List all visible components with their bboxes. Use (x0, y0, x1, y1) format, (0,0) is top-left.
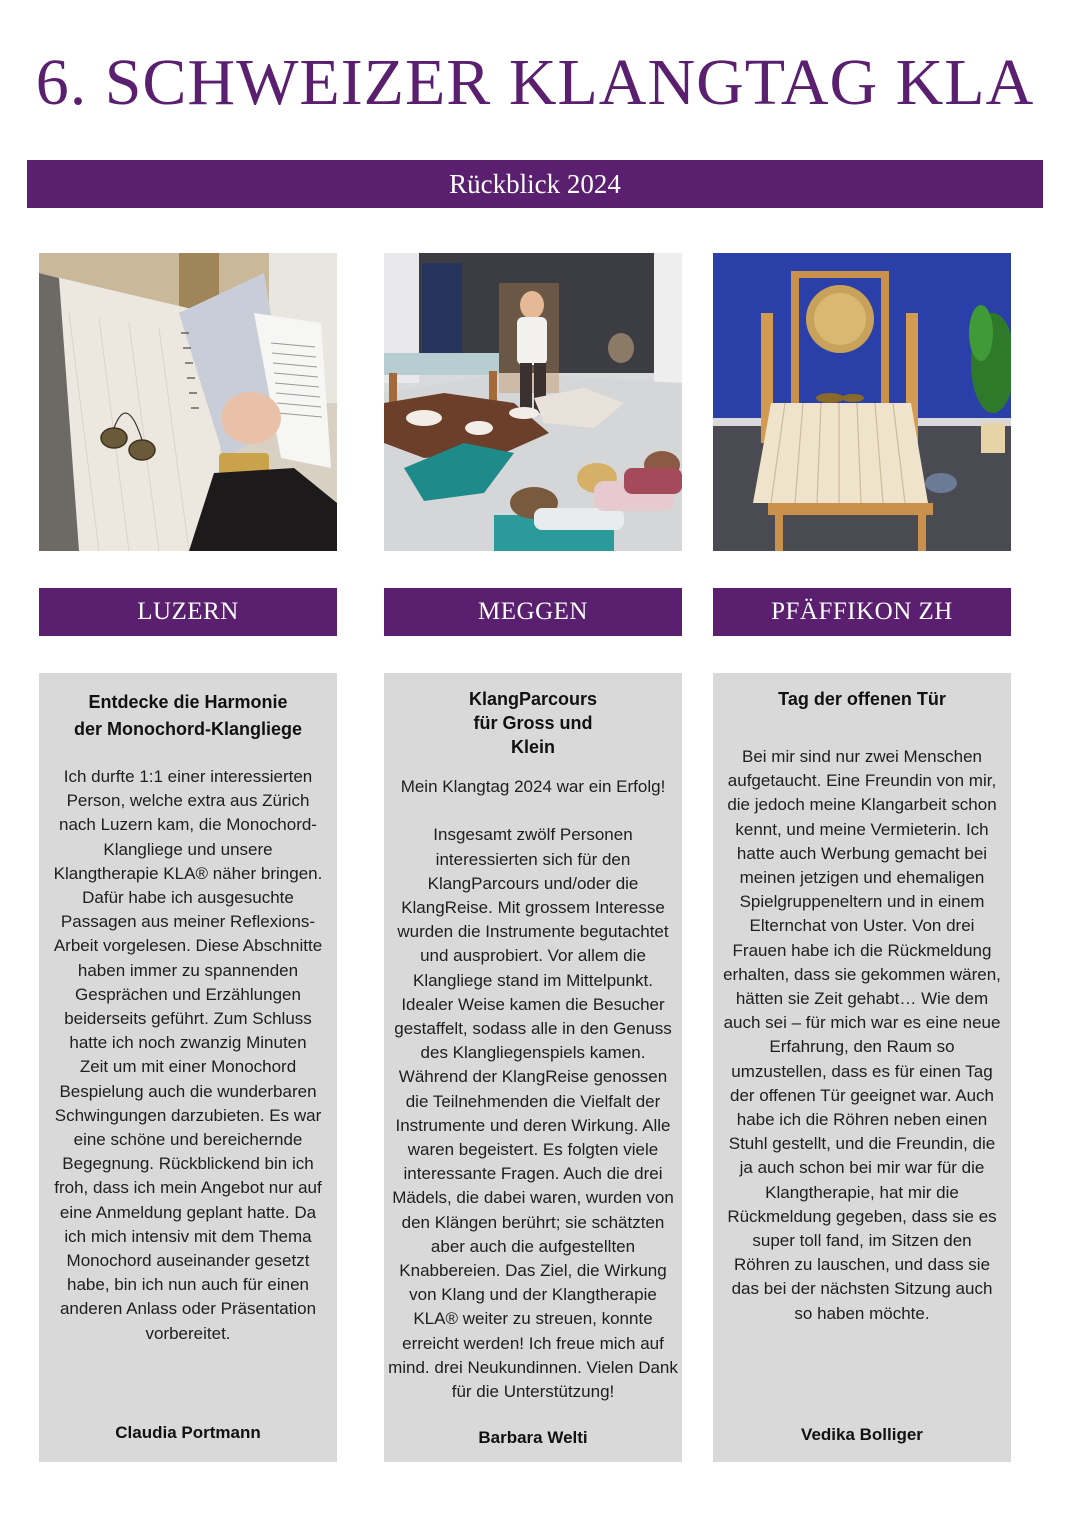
subtitle-banner: Rückblick 2024 (27, 160, 1043, 208)
card-author: Claudia Portmann (115, 1423, 261, 1442)
photo-luzern (39, 253, 337, 551)
card-heading: Tag der offenen Tür (778, 689, 946, 709)
card-luzern (39, 673, 337, 1462)
card-author: Vedika Bolliger (801, 1425, 923, 1444)
card-meggen (384, 673, 682, 1462)
card-text: Bei mir sind nur zwei Menschen aufgetaucht. Eine Freundin von mir, die jedoch meine Klangarbeit schon kennt, und meine Vermieterin. Ich hatte auch Werbung gemacht bei meinen jetzigen und ehemaligen Spielgruppeneltern und in einem Elternchat von Uster. Von drei Frauen habe ich die Rückmeldung erhalten, dass sie gekommen wären, hätten sie Zeit gehabt… Wie dem auch sei – für mich war es eine neue Erfahrung, den Raum so umzustellen, dass es für einen Tag der offenen Tür geeignet war. Auch habe ich die Röhren neben einen Stuhl gestellt, und die Freundin, die ja auch schon bei mir war für die Klangtherapie, hat mir die Rückmeldung gegeben, dass sie es super toll fand, im Sitzen den Röhren zu lauschen, und dass sie das bei der nächsten Sitzung auch so haben möchte. (723, 747, 1001, 1323)
card-text: Ich durfte 1:1 einer interessierten Person, welche extra aus Zürich nach Luzern kam, die Monochord-Klangliege und unsere Klangtherapie KLA® näher bringen. Dafür habe ich ausgesuchte Passagen aus meiner Reflexions-Arbeit vorgelesen. Diese Abschnitte haben immer zu spannenden Gesprächen und Erzählungen beiderseits geführt. Zum Schluss hatte ich noch zwanzig Minuten Zeit um mit einer Monochord Bespielung auch die wunderbaren Schwingungen darzubieten. Es war eine schöne und bereichernde Begegnung. Rückblickend bin ich froh, dass ich mein Angebot nur auf eine Anmeldung geplant hatte. Da ich mich intensiv mit dem Thema Monochord auseinander gesetzt habe, bin ich nun auch für einen anderen Anlass oder Präsentation vorbereitet. (53, 767, 323, 1343)
card-heading: KlangParcours für Gross und Klein (468, 689, 598, 757)
card-pfaeffikon (713, 673, 1011, 1462)
page-title: 6. SCHWEIZER KLANGTAG KLA (35, 46, 1035, 119)
location-meggen: MEGGEN (384, 588, 682, 636)
photo-meggen (384, 253, 682, 551)
card-text: Mein Klangtag 2024 war ein Erfolg! Insgesamt zwölf Personen interessierten sich für den KlangParcours und/oder die KlangReise. Mit grossem Interesse wurden die Instrumente begutachtet und ausprobiert. Vor allem die Klangliege stand im Mittelpunkt. Idealer Weise kamen die Besucher gestaffelt, sodass alle in den Genuss des Klangliegenspiels kamen. Während der KlangReise genossen die Teilnehmenden die Vielfalt der Instrumente und deren Wirkung. Alle waren begeistert. Es folgten viele interessante Fragen. Auch die drei Mädels, die dabei waren, wurden von den Klängen berührt; sie schätzten aber auch die aufgestellten Knabbereien. Das Ziel, die Wirkung von Klang und der Klangtherapie KLA® weiter zu streuen, konnte erreicht werden! Ich freue mich auf mind. drei Neukundinnen. Vielen Dank für die Unterstützung! (388, 777, 678, 1402)
location-pfaeffikon: PFÄFFIKON ZH (713, 588, 1011, 636)
photo-pfaeffikon (713, 253, 1011, 551)
location-luzern: LUZERN (39, 588, 337, 636)
card-heading: Entdecke die Harmonie der Monochord-Klangliege (73, 692, 302, 739)
card-author: Barbara Welti (478, 1428, 588, 1447)
